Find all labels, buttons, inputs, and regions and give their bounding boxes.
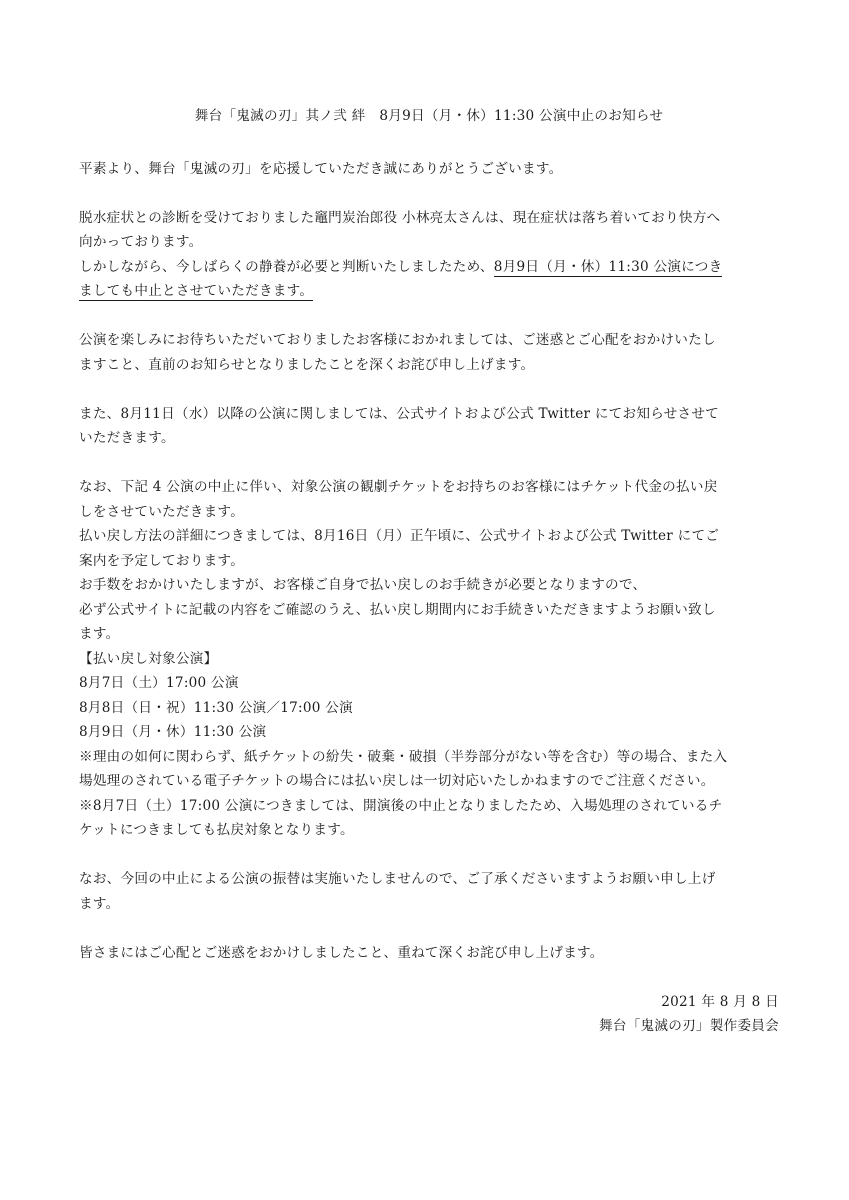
refund-target-heading: 【払い戻し対象公演】 (79, 650, 218, 667)
refund-line-4: 案内を予定しております。 (79, 552, 245, 569)
refund-note-line-4: ケットにつきましても払戻対象となります。 (79, 822, 354, 838)
refund-line-7: ます。 (79, 626, 120, 642)
refund-show-2: 8月8日（日・祝）11:30 公演／17:00 公演 (79, 699, 353, 716)
apology-line-2: ますこと、直前のお知らせとなりましたことを深くお詫び申し上げます。 (79, 356, 535, 373)
cancellation-highlight-2: ましても中止とさせていただきます。 (79, 283, 314, 299)
no-transfer-paragraph (79, 867, 779, 916)
apology-paragraph (79, 328, 779, 377)
refund-show-3: 8月9日（月・休）11:30 公演 (79, 724, 267, 740)
refund-line-5: お手数をおかけいたしますが、お客様ご自身で払い戻しのお手続きが必要となりますので、 (79, 577, 647, 593)
condition-line-3 (79, 255, 779, 280)
apology-line-1: 公演を楽しみにお待ちいただいておりましたお客様におかれましては、ご迷惑とご心配をおかけいたし (79, 332, 716, 348)
condition-line-2: 向かっております。 (79, 234, 203, 250)
refund-line-1: なお、下記 4 公演の中止に伴い、対象公演の観劇チケットをお持ちのお客様にはチケット代金の払い戻 (79, 479, 718, 495)
issuer-name: 舞台「鬼滅の刃」製作委員会 (599, 1018, 779, 1034)
refund-note-line-2: 場処理のされている電子チケットの場合には払い戻しは一切対応いたしかねますのでご注意ください。 (79, 773, 715, 789)
refund-note-line-3: ※8月7日（土）17:00 公演につきましては、開演後の中止となりましたため、入場処理のされているチ (79, 797, 723, 814)
greeting-line: 平素より、舞台「鬼滅の刃」を応援していただき誠にありがとうございます。 (79, 160, 563, 177)
condition-line-1: 脱水症状との診断を受けておりました竈門炭治郎役 小林亮太さんは、現在症状は落ち着いており快方へ (79, 209, 721, 226)
future-shows-line-1: また、8月11日（水）以降の公演に関しましては、公式サイトおよび公式 Twitter にてお知らせさせて (79, 405, 720, 422)
signature-block (79, 990, 779, 1039)
greeting-paragraph (79, 157, 779, 182)
document-title: 舞台「鬼滅の刃」其ノ弐 絆 8月9日（月・休）11:30 公演中止のお知らせ (194, 108, 664, 124)
condition-line-4 (79, 279, 779, 304)
closing-line: 皆さまにはご心配とご迷惑をおかけしましたこと、重ねて深くお詫び申し上げます。 (79, 944, 604, 961)
closing-paragraph (79, 941, 779, 966)
no-transfer-line-1: なお、今回の中止による公演の振替は実施いたしませんので、ご了承くださいますようお願い申し上げ (79, 871, 716, 887)
refund-paragraph (79, 475, 779, 843)
no-transfer-line-2: ます。 (79, 895, 120, 912)
refund-line-3: 払い戻し方法の詳細につきましては、8月16日（月）正午頃に、公式サイトおよび公式 Twitter にてご (79, 528, 720, 544)
notice-document (79, 104, 779, 1039)
refund-note-line-1: ※理由の如何に関わらず、紙チケットの紛失・破棄・破損（半券部分がない等を含む）等の場合、また入 (79, 748, 728, 765)
future-shows-line-2: いただきます。 (79, 430, 175, 446)
future-shows-paragraph (79, 402, 779, 451)
condition-paragraph (79, 206, 779, 304)
issue-date: 2021 年 8 月 8 日 (661, 993, 779, 1010)
refund-line-6: 必ず公式サイトに記載の内容をご確認のうえ、払い戻し期間内にお手続きいただきますようお願い致し (79, 601, 716, 618)
refund-line-2: しをさせていただきます。 (79, 503, 245, 520)
cancellation-highlight-1: 8月9日（月・休）11:30 公演につき (493, 258, 723, 275)
refund-show-1: 8月7日（土）17:00 公演 (79, 675, 239, 691)
condition-line-3-text: しかしながら、今しばらくの静養が必要と判断いたしましたため、 (79, 258, 494, 275)
